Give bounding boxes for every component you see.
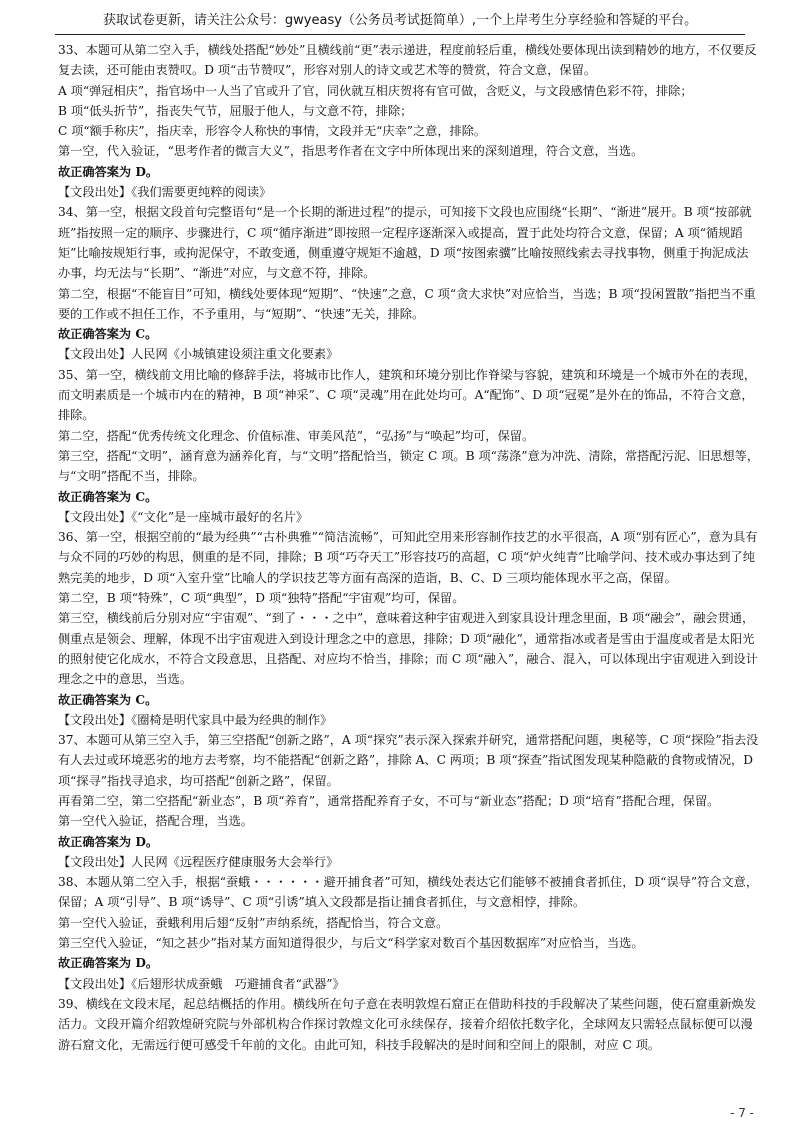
paragraph: 第一空代入验证，搭配合理，当选。	[58, 814, 253, 829]
page-header	[55, 10, 745, 35]
paragraph: 36、第一空，根据空前的“最为经典”“古朴典雅”“简洁流畅”，可知此空用来形容制作技艺的水平很高，A 项“别有匠心”，意为具有与众不同的巧妙的构思，侧重的是不同，排除；B 项“巧夺天工”形容技巧的高超，C 项“炉火纯青”比喻学问、技术或办事达到了纯熟完美的地步，D 项“入室升堂”比喻人的学识技艺等方面有高深的造诣，B、C、D 三项均能体现水平之高，保留。	[58, 530, 758, 585]
paragraph: 【文段出处】《后翅形状成蚕蛾 巧避捕食者“武器”》	[58, 976, 345, 991]
paragraph: 【文段出处】《圈椅是明代家具中最为经典的制作》	[58, 712, 333, 727]
paragraph: 第三空，横线前后分别对应“宇宙观”、“到了・・・之中”，意味着这种宇宙观进入到家具设计理念里面，B 项“融会”，融会贯通，侧重点是领会、理解，体现不出宇宙观进入到设计理念之中的意思，排除；D 项“融化”，通常指冰或者是雪由于温度或者是太阳光的照射使它化成水，不符合文段意思，且搭配、对应均不恰当，排除；而 C 项“融入”，融合、混入，可以体现出宇宙观进入到设计理念之中的意思，当选。	[58, 611, 758, 687]
paragraph: 33、本题可从第二空入手，横线处搭配“妙处”且横线前“更”表示递进，程度前轻后重，横线处要体现出读到精妙的地方，不仅要反复去读，还可能由衷赞叹。D 项“击节赞叹”，形容对别人的诗文或艺术等的赞赏，符合文意，保留。	[58, 43, 757, 78]
header-text: 获取试卷更新，请关注公众号：gwyeasy（公务员考试挺简单）,一个上岸考生分享经验和答疑的平台。	[102, 13, 698, 28]
paragraph: 第一空代入验证，蚕蛾利用后翅“反射”声纳系统，搭配恰当，符合文意。	[58, 915, 449, 930]
paragraph: 【文段出处】《我们需要更纯粹的阅读》	[58, 185, 272, 200]
paragraph: B 项“低头折节”，指丧失气节，屈服于他人，与文意不符，排除；	[58, 103, 413, 118]
answer-line: 故正确答案为 C。	[58, 327, 158, 342]
paragraph: 第二空，B 项“特殊”，C 项“典型”，D 项“独特”搭配“宇宙观”均可，保留。	[58, 591, 465, 606]
paragraph: 第三空代入验证，“知之甚少”指对某方面知道得很少，与后文“科学家对数百个基因数据库”对应恰当，当选。	[58, 936, 644, 951]
paragraph: 【文段出处】《“文化”是一座城市最好的名片》	[58, 509, 309, 524]
paragraph: 第三空，搭配“文明”，涵育意为涵养化育，与“文明”搭配恰当，锁定 C 项。B 项“荡涤”意为冲洗、清除，常搭配污泥、旧思想等，与“文明”搭配不当，排除。	[58, 448, 760, 484]
paragraph: 34、第一空，根据文段首句完整语句“是一个长期的渐进过程”的提示，可知接下文段也应围绕“长期”、“渐进”展开。B 项“按部就班”指按照一定的顺序、步骤进行，C 项“循序渐进”即按照一定程序逐渐深入或提高，置于此处均符合文意，保留；A 项“循规蹈矩”比喻按规矩行事，或拘泥保守，不敢变通，侧重遵守规矩不逾越，D 项“按图索骥”比喻按照线索去寻找事物，侧重于拘泥成法办事，均无法与“长期”、“渐进”对应，与文意不符，排除。	[58, 205, 752, 281]
answer-line: 故正确答案为 D。	[58, 956, 159, 971]
paragraph: C 项“额手称庆”，指庆幸，形容令人称快的事情，文段并无“庆幸”之意，排除。	[58, 124, 487, 139]
answer-line: 故正确答案为 D。	[58, 834, 159, 849]
paragraph: 第二空，搭配“优秀传统文化理念、价值标准、审美风范”，“弘扬”与“唤起”均可，保留。	[58, 428, 535, 443]
answer-line: 故正确答案为 C。	[58, 692, 158, 707]
paragraph: 35、第一空，横线前文用比喻的修辞手法，将城市比作人，建筑和环境分别比作脊梁与容貌，建筑和环境是一个城市外在的表现，而文明素质是一个城市内在的精神，B 项“神采”、C 项“灵魂”用在此处均可。A“配饰”、D 项“冠冕”是外在的饰品，不符合文意，排除。	[58, 367, 757, 423]
answer-line: 故正确答案为 D。	[58, 164, 159, 179]
paragraph: 39、横线在文段末尾，起总结概括的作用。横线所在句子意在表明敦煌石窟正在借助科技的手段解决了某些问题，使石窟重新焕发活力。文段开篇介绍敦煌研究院与外部机构合作探讨敦煌文化可永续保存，接着介绍依托数字化，全球网友只需轻点鼠标便可以漫游石窟文化，无需远行便可感受千年前的文化。由此可知，科技手段解决的是时间和空间上的限制，对应 C 项。	[58, 996, 757, 1052]
paragraph: 第二空，根据“不能盲目”可知，横线处要体现“短期”、“快速”之意，C 项“贪大求快”对应恰当，当选；B 项“投闲置散”指把当不重要的工作或不担任工作，不予重用，与“短期”、“快速”无关，排除。	[58, 286, 756, 321]
paragraph: 37、本题可从第三空入手，第三空搭配“创新之路”，A 项“探究”表示深入探索并研究，通常搭配问题，奥秘等，C 项“探险”指去没有人去过或环境恶劣的地方去考察，均不能搭配“创新之路”，排除 A、C 两项；B 项“探查”指试图发现某种隐蔽的食物或情况，D 项“探寻”指找寻追求，均可搭配“创新之路”，保留。	[58, 733, 759, 788]
page-number: - 7 -	[730, 1106, 754, 1120]
paragraph: 第一空，代入验证，“思考作者的微言大义”，指思考作者在文字中所体现出来的深刻道理，符合文意，当选。	[58, 144, 644, 159]
paragraph: 再看第二空，第二空搭配“新业态”，B 项“养育”，通常搭配养育子女，不可与“新业态”搭配；D 项“培育”搭配合理，保留。	[58, 793, 720, 808]
document-body	[58, 40, 760, 1098]
paragraph: A 项“弹冠相庆”，指官场中一人当了官或升了官，同伙就互相庆贺将有官可做，含贬义，与文段感情色彩不符，排除；	[58, 83, 693, 98]
paragraph: 【文段出处】人民网《小城镇建设须注重文化要素》	[58, 347, 339, 362]
paragraph: 38、本题从第二空入手，根据“蚕蛾・・・・・・避开捕食者”可知，横线处表达它们能够不被捕食者抓住，D 项“误导”符合文意，保留；A 项“引导”、B 项“诱导”、C 项“引诱”填入文段都是指让捕食者抓住，与文意相悖，排除。	[58, 875, 759, 910]
answer-line: 故正确答案为 C。	[58, 489, 158, 504]
paragraph: 【文段出处】人民网《远程医疗健康服务大会举行》	[58, 854, 339, 869]
